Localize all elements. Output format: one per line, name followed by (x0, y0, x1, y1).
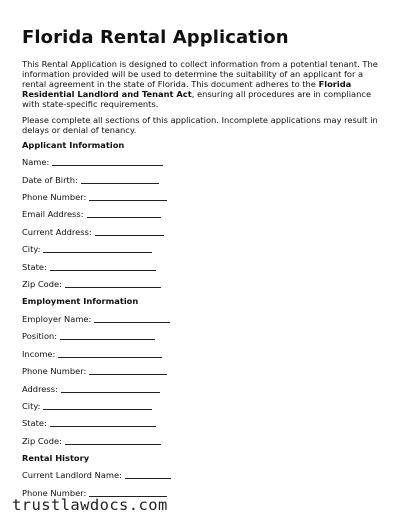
blank-line[interactable] (43, 409, 152, 410)
blank-line[interactable] (61, 392, 160, 393)
employer-address-field[interactable] (22, 384, 160, 394)
employer-name-field[interactable] (22, 314, 170, 324)
intro-paragraph (22, 59, 386, 109)
income-field[interactable] (22, 349, 162, 359)
blank-line[interactable] (43, 252, 152, 253)
blank-line[interactable] (65, 444, 161, 445)
applicant-email-field[interactable] (22, 209, 161, 219)
field-label: Zip Code: (22, 279, 62, 289)
employer-phone-field[interactable] (22, 366, 167, 376)
page-title: Florida Rental Application (22, 27, 289, 48)
blank-line[interactable] (95, 235, 164, 236)
employer-city-field[interactable] (22, 401, 152, 411)
statute-name: Florida Residential Landlord and Tenant Act (22, 79, 352, 100)
blank-line[interactable] (50, 270, 156, 271)
blank-line[interactable] (87, 217, 161, 218)
blank-line[interactable] (89, 200, 167, 201)
employment-section-heading: Employment Information (22, 296, 139, 306)
blank-line[interactable] (60, 339, 155, 340)
field-label: Phone Number: (22, 192, 87, 202)
field-label: Address: (22, 384, 58, 394)
blank-line[interactable] (94, 322, 170, 323)
position-field[interactable] (22, 331, 155, 341)
blank-line[interactable] (52, 165, 163, 166)
landlord-name-field[interactable] (22, 470, 171, 480)
field-label: Income: (22, 349, 56, 359)
field-label: Current Landlord Name: (22, 470, 122, 480)
employer-zip-field[interactable] (22, 436, 161, 446)
applicant-city-field[interactable] (22, 244, 152, 254)
field-label: City: (22, 244, 41, 254)
applicant-address-field[interactable] (22, 227, 164, 237)
field-label: Current Address: (22, 227, 92, 237)
field-label: Email Address: (22, 209, 84, 219)
instructions-paragraph: Please complete all sections of this application. Incomplete applications may result in delays or denial of tenancy. (22, 115, 378, 136)
field-label: State: (22, 418, 47, 428)
blank-line[interactable] (65, 287, 161, 288)
field-label: State: (22, 262, 47, 272)
rental-history-section-heading: Rental History (22, 453, 90, 463)
field-label: Phone Number: (22, 488, 87, 498)
applicant-name-field[interactable] (22, 157, 163, 167)
field-label: Date of Birth: (22, 175, 78, 185)
blank-line[interactable] (50, 426, 156, 427)
blank-line[interactable] (58, 357, 162, 358)
applicant-section-heading: Applicant Information (22, 140, 125, 150)
intro-text-start: This Rental Application is designed to collect information from a potential tenant. The information provided will be used to determine the suitability of an applicant for a rental agreement in the state of Florida. This document adheres to the (22, 59, 378, 90)
employer-state-field[interactable] (22, 418, 156, 428)
field-label: Employer Name: (22, 314, 92, 324)
applicant-zip-field[interactable] (22, 279, 161, 289)
field-label: Position: (22, 331, 58, 341)
intro-text-end: , ensuring all procedures are in compliance with state-specific requirements. (22, 89, 372, 110)
applicant-dob-field[interactable] (22, 175, 159, 185)
applicant-phone-field[interactable] (22, 192, 167, 202)
blank-line[interactable] (81, 183, 159, 184)
field-label: Zip Code: (22, 436, 62, 446)
field-label: City: (22, 401, 41, 411)
field-label: Phone Number: (22, 366, 87, 376)
applicant-state-field[interactable] (22, 262, 156, 272)
field-label: Name: (22, 157, 50, 167)
blank-line[interactable] (125, 478, 171, 479)
site-watermark: trustlawdocs.com (12, 496, 168, 514)
blank-line[interactable] (89, 374, 167, 375)
